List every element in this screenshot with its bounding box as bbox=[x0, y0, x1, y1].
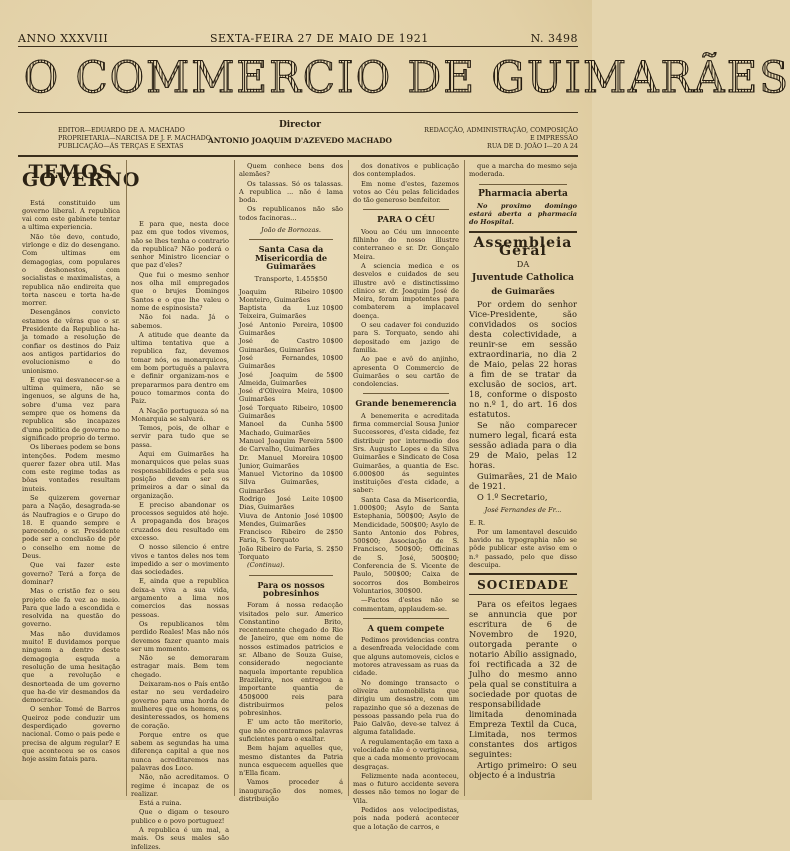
donation-row: Francisco Ribeiro de Faria, S. Torquato 2$50 bbox=[239, 528, 343, 545]
paragraph: E para que, nesta doce paz em que todos vivemos, não se lhes tenha o contrario da republica? Não poderá o senhor Ministro licenciar o que paz d'eles? bbox=[131, 220, 229, 270]
paragraph: Felizmente nada aconteceu, mas o futuro accidente severa desses não temos no logar de Vila. bbox=[353, 771, 459, 805]
heading-assembleia-geral: Assembleia Geral bbox=[473, 234, 573, 260]
donation-row: Manuel Victorino da Silva Guimarães, Guimarães 10$00 bbox=[239, 470, 343, 495]
office-line-2: E IMPRESSÃO bbox=[529, 134, 578, 142]
paragraph: Temos, pois, de olhar e servir para tudo que se passa. bbox=[131, 424, 229, 449]
publication-line: PUBLICAÇÃO—ÁS TERÇAS E SEXTAS bbox=[58, 142, 184, 150]
donation-row: José Antonio Pereira, Guimarães 10$00 bbox=[239, 320, 343, 338]
issue-number: N. 3498 bbox=[530, 32, 578, 45]
paragraph: Pedidos aos velocipedistas, pois nada poderá acontecer que a lotação de carros, e bbox=[353, 806, 459, 831]
paragraph: A atitude que deante da ultima tentativa que a republica faz, devemos tomar nós, os monarquicos, em bom português a palavra e definir organizam-nos e prepararmos para dentro em pouco tomarmos conta do Paiz. bbox=[131, 330, 229, 406]
transport-line: Transporte, 1.455$50 bbox=[254, 275, 328, 284]
office-address: RUA DE D. JOÃO I—20 A 24 bbox=[487, 142, 578, 150]
header-rule bbox=[18, 155, 578, 157]
paragraph: E, ainda que a republica deixa-a viva a sua vida, argamento a lima nos comercios das nossas pessoas. bbox=[131, 577, 229, 619]
paragraph: Guimarães, 21 de Maio de 1921. bbox=[469, 471, 577, 492]
donation-row: Manoel da Cunha Machado, Guimarães 5$00 bbox=[239, 420, 343, 437]
paragraph: Aqui em Guimarães ha monarquicos que pelas suas responsabilidades e pela sua posição devem ser os primeiros a dar o sinal da organização. bbox=[131, 450, 229, 500]
paragraph: —Factos d'estes não se commentam, applaudem-se. bbox=[353, 596, 459, 613]
box-rule bbox=[469, 231, 577, 233]
paragraph: A republica é um mal, a mais. Os seus males são infelizes. bbox=[131, 826, 229, 851]
paragraph: Deixaram-nos o País então estar no seu verdadeiro governo para uma horda de mulheres que os homens, os desinteressados, os homens de coração. bbox=[131, 680, 229, 730]
donation-row: José Fernandes, Guimarães 10$00 bbox=[239, 353, 343, 371]
section-separator bbox=[479, 184, 567, 185]
office-info bbox=[424, 126, 578, 150]
director-block bbox=[200, 120, 400, 145]
section-separator bbox=[249, 239, 333, 240]
article-title-temos-governo: TEMOS GOVERNO bbox=[22, 161, 141, 192]
donation-row: José de Castro Guimarães, Guimarães 10$00 bbox=[239, 337, 343, 354]
column-4 bbox=[353, 162, 459, 831]
donation-row: Baptista da Luz Teixeira, Guimarães 10$00 bbox=[239, 304, 343, 321]
section-separator bbox=[249, 575, 333, 576]
paragraph: Voou ao Céu um innocente filhinho do nosso illustre conterraneo e sr. Dr. Gonçalo Meira. bbox=[353, 227, 459, 261]
paragraph: E' um acto tão meritorio, que não encontramos palavras suficientes para o exaltar. bbox=[239, 718, 343, 743]
paragraph: Que o digam o tesouro publico e o povo portuguez! bbox=[131, 808, 229, 825]
column-3 bbox=[239, 162, 343, 804]
assembly-sub-da: DA bbox=[516, 259, 530, 270]
column-5 bbox=[469, 162, 577, 798]
paragraph: O 1.º Secretario, bbox=[477, 492, 548, 503]
paragraph: Desengânos convicto estamos de vêras que o sr. Presidente da Republica ha-ja tomado a resolução de confiar os destinos do Paiz aos antigos partidarios do evolucionismo e do unionismo. bbox=[22, 308, 120, 375]
paragraph: No proximo domingo estará aberta a pharmacia do Hospital. bbox=[469, 201, 577, 227]
donation-row: João Ribeiro de Faria, S. Torquato 2$50 bbox=[239, 544, 343, 562]
paragraph: Para os efeitos legaes se annuncia que por escritura de 6 de Novembro de 1920, outorgada perante o notario Abílio assignado, foi rectificada a 32 de Julho do mesmo anno pela qual se constituira a sociedade por quotas de responsabilidade limitada denominada Empreza Textil da Cuca, Limitada, nos termos constantes dos artigos seguintes: bbox=[469, 598, 577, 759]
donation-row: José Joaquim de Almeida, Guimarães 5$00 bbox=[239, 370, 343, 387]
donation-row: José d'Oliveira Meira, Guimarães 10$00 bbox=[239, 387, 343, 404]
owner-line: PROPRIETARIA—NARCISA DE J. F. MACHADO bbox=[58, 134, 212, 142]
paragraph: Pedimos providencias contra a desenfreada velocidade com que alguns automoveis, ciclos e motores atravessam as ruas da cidade. bbox=[353, 636, 459, 678]
assembly-sub-city: de Guimarães bbox=[491, 285, 555, 296]
paragraph: E. R. bbox=[469, 518, 486, 527]
issue-date: SEXTA-FEIRA 27 DE MAIO DE 1921 bbox=[209, 32, 429, 45]
section-title-pharmacia: Pharmacia aberta bbox=[478, 188, 568, 199]
paragraph: Quem conhece bens dos alemães? bbox=[239, 162, 343, 179]
section-title-para-o-ceu: PARA O CÉU bbox=[377, 214, 435, 225]
column-divider bbox=[464, 160, 465, 796]
paragraph: A sciencia medica e os desvelos e cuidados de seu illustre avô e distinctissimo clinico sr. dr. Joaquim José de Meira, foram impotentes para combaterem a implacavel doença. bbox=[353, 261, 459, 320]
section-title-benemerencia: Grande benemerencia bbox=[355, 398, 457, 409]
office-line-1: REDACÇÃO, ADMINISTRAÇÃO, COMPOSIÇÃO bbox=[424, 126, 578, 134]
box-rule bbox=[469, 594, 577, 595]
column-1 bbox=[22, 161, 141, 798]
paragraph: Está a ruina. bbox=[139, 799, 182, 808]
publisher-info bbox=[58, 126, 211, 150]
paragraph: Mas não duvidamos muito! E duvidamos porque ninguem a dentro deste demagogia esquda a resolução de uma hesitação que a revolução e desnorteada de um governo que ha-de vir desmandos da democracia. bbox=[22, 629, 120, 705]
donation-row: José Torquato Ribeiro, Guimarães 10$00 bbox=[239, 403, 343, 421]
paragraph: dos donativos e publicação dos contemplados. bbox=[353, 162, 459, 179]
heading-sociedade: SOCIEDADE bbox=[477, 578, 569, 593]
paragraph: que a marcha do mesmo seja moderada. bbox=[469, 162, 577, 179]
paragraph: Não, não acreditamos. O regime é incapaz de os realizar. bbox=[131, 773, 229, 798]
column-divider bbox=[126, 160, 127, 796]
paragraph: Não se demoraram estragar mais. Bem tem chegado. bbox=[131, 654, 229, 679]
paragraph: E preciso abandonar os processos seguidos até hoje. A propaganda dos braços cruzados deu resultado em excesso. bbox=[131, 500, 229, 542]
column-2 bbox=[131, 220, 229, 851]
paragraph: Foram á nossa redacção visitados pelo sur. Americo Constantino Brito, recentemente chegado do Rio de Janeiro, que em nome de nossos estimados patricios e sr. Albano de Souza Guise, considerado negociante naquela importante republica Brazileira, nos entregou a importante quantia de 450$000 reis para distribuirmos pelos pobresinhos. bbox=[239, 601, 343, 718]
paragraph: Não foi nada. Já o sabemos. bbox=[131, 313, 229, 330]
paragraph: Santa Casa da Misericordia, 1.000$00; Asylo de Santa Estephania, 500$00; Asylo de Mendicidade, 500$00; Asylo de Santo Antonio dos Pobres, 500$00; Associação de S. Francisco, 500$00; Officinas de S. José, 500$00; Conferencia de S. Vicente de Paulo, 500$00; Caixa de socorros dos Bombeiros Voluntarios, 300$00. bbox=[353, 495, 459, 595]
paragraph: Que fui o mesmo senhor nos olha mil empregados que o brujes Domingos Santos e o que lhe valeu o nome de espinosista? bbox=[131, 270, 229, 312]
paragraph: Por um lamentavel descuido havido na typographia não se pôde publicar este aviso em o n.º passado, pelo que disso descuipa. bbox=[469, 527, 577, 570]
paragraph: Se quizerem governar para a Nação, desagrada-se ás Naufragios e o Grupo do 18. E quando sempre e parecendo, o sr. Presidente pode ser a conclusão de pôr o conselho em nome de Deus. bbox=[22, 493, 120, 561]
paragraph: O nosso silencio é entre vivos e tantos deles nos tem impedido a ser o movimento das sociedades. bbox=[131, 543, 229, 577]
paragraph: Porque entre os que sabem as segundas ha uma diferença capital a que nos nunca acreditaremos nas palavras dos Loco. bbox=[131, 730, 229, 772]
paragraph: A regulamentação em taxa a velocidade não é o vertiginosa, que a cada momento provocam desgraças. bbox=[353, 737, 459, 771]
director-label: Director bbox=[278, 120, 322, 130]
paragraph: Os talassas. Só os talassas. A republica ... não é lama boda. bbox=[239, 179, 343, 205]
donations-list bbox=[239, 288, 343, 562]
paragraph: Ao pae e avô do anjinho, apresenta O Commercio de Guimarães o seu cartão de condolencias. bbox=[353, 355, 459, 389]
assembly-sub-juventude: Juventude Catholica bbox=[471, 272, 574, 283]
paragraph: Está constituido um governo liberal. A republica vai com este gabinete tentar a ultima experiencia. bbox=[22, 198, 120, 232]
paragraph: No domingo transacto o oliveira automobilista que dirigiu um desastre, com um rapazinho que só a dezenas de pessoas passando pela rua do Paio Galvão, deve-se talvez á alguma fatalidade. bbox=[353, 678, 459, 737]
section-title-misericordia: Santa Casa da Misericordia de Guimarães bbox=[254, 244, 328, 271]
donation-row: Joaquim Ribeiro Monteiro, Guimarães 10$00 bbox=[239, 287, 343, 304]
paragraph: Se não comparecer numero legal, ficará esta sessão adiada para o dia 29 de Maio, pelas 12 horas. bbox=[469, 420, 577, 471]
paragraph: Não tôe devo, contudo, virlonge e diz do desengano. Com ultimas em demagogias, com populares o deshonestos, com socialistas e maximalistas, a republica não endireita que torta nasceu e torta ha-de morrer. bbox=[22, 232, 120, 308]
column-divider bbox=[234, 160, 235, 796]
section-title-pobresinhos: Para os nossos pobresinhos bbox=[257, 579, 325, 598]
secretary-signature: José Fernandes de Fr... bbox=[484, 506, 562, 515]
author-signature: João de Bornozas. bbox=[261, 226, 321, 235]
section-title-a-quem-compete: A quem compete bbox=[367, 622, 445, 633]
section-separator bbox=[363, 209, 449, 210]
donation-row: Rodrigo José Leite Dias, Guimarães 10$00 bbox=[239, 494, 343, 512]
paragraph: Vamos proceder á inauguração dos nomes, distribuição bbox=[239, 778, 343, 804]
paragraph: Os liberaes podem se bons intenções. Podem mesmo querer fazer obra util. Mas com este regime todas as bôas vontades resultam inuteis. bbox=[22, 443, 120, 493]
donation-row: Viuva de Antonio José Mendes, Guimarães 10$00 bbox=[239, 511, 343, 528]
director-name: ANTONIO JOAQUIM D'AZEVEDO MACHADO bbox=[208, 136, 392, 145]
section-separator bbox=[363, 618, 449, 619]
paragraph: Os republicanos têm perdido Reales! Mas não nós devemos fazer quanto mais ser um momento. bbox=[131, 619, 229, 653]
paragraph: A Nação portugueza só na Monarquia se salvará. bbox=[131, 406, 229, 423]
donation-row: Manuel Joaquim Pereira de Carvalho, Guimarães 5$00 bbox=[239, 436, 343, 454]
paragraph: Em nome d'estes, fazemos votos ao Céu pelas felicidades do tão generoso benfeitor. bbox=[353, 179, 459, 205]
issue-line bbox=[18, 32, 578, 45]
paragraph: E que vai desvanecer-se a ultima quimera, não se ingenuos, se alguns de ha, sobre d'uma vez para sempre que os homens da republica são incapazes d'uma politica de governo no significado proprio do termo. bbox=[22, 375, 120, 442]
issue-year: ANNO XXXVIII bbox=[18, 32, 109, 45]
donation-row: Dr. Manuel Moreira Junior, Guimarães 10$00 bbox=[239, 453, 343, 470]
paragraph: A benemerita e acreditada firma commercial Sousa Junior Successores, d'esta cidade, fez distribuir por intermedio dos Srs. Augusto Lopes e da Silva Guimarães e Sindicato de Cosa Guimarães, a quantia de Esc. 6.000$00 ás seguintes instituições d'esta cidade, a saber: bbox=[353, 411, 459, 495]
paragraph: Bem hajam aquelles que, mesmo distantes da Patria nunca esquecem aquelles que n'Ella ficam. bbox=[239, 744, 343, 778]
section-separator bbox=[363, 393, 449, 394]
continua-note: (Continua). bbox=[247, 561, 285, 570]
paragraph: Mas o cristão fez o seu projeto ele fa vez ao meio. Para que lado a escondida e resolvida na questão do governo. bbox=[22, 587, 120, 629]
paragraph: O seu cadaver foi conduzido para S. Torquato, sendo ahi depositado em jazigo de familia. bbox=[353, 321, 459, 354]
masthead-title: O COMMERCIO DE GUIMARÃES bbox=[23, 53, 790, 103]
paragraph: Artigo primeiro: O seu objecto é a industria bbox=[469, 759, 577, 780]
box-rule bbox=[469, 573, 577, 575]
masthead-rule-bottom bbox=[18, 112, 578, 113]
paragraph: O senhor Tomé de Barros Queiroz pode conduzir um desperdiçado governo nacional. Como o pais pede e precisa de algum regular? E que aconteceu se os casos hoje assim fatais para. bbox=[22, 705, 120, 764]
paragraph: Os republicanos não são todos facinoras... bbox=[239, 205, 343, 222]
paragraph: Que vai fazer este governo? Terá a força de dominar? bbox=[22, 561, 120, 586]
column-divider bbox=[348, 160, 349, 796]
paragraph: Por ordem do senhor Vice-Presidente, são convidados os socios desta colectividade, a reunir-se em sessão extraordinaria, no dia 2 de Maio, pelas 22 horas a fim de se tratar da exclusão de socios, art. 18, conforme o disposto no n.º 1, do art. 16 dos estatutos. bbox=[469, 299, 577, 420]
editor-line: EDITOR—EDUARDO DE A. MACHADO bbox=[58, 126, 185, 134]
